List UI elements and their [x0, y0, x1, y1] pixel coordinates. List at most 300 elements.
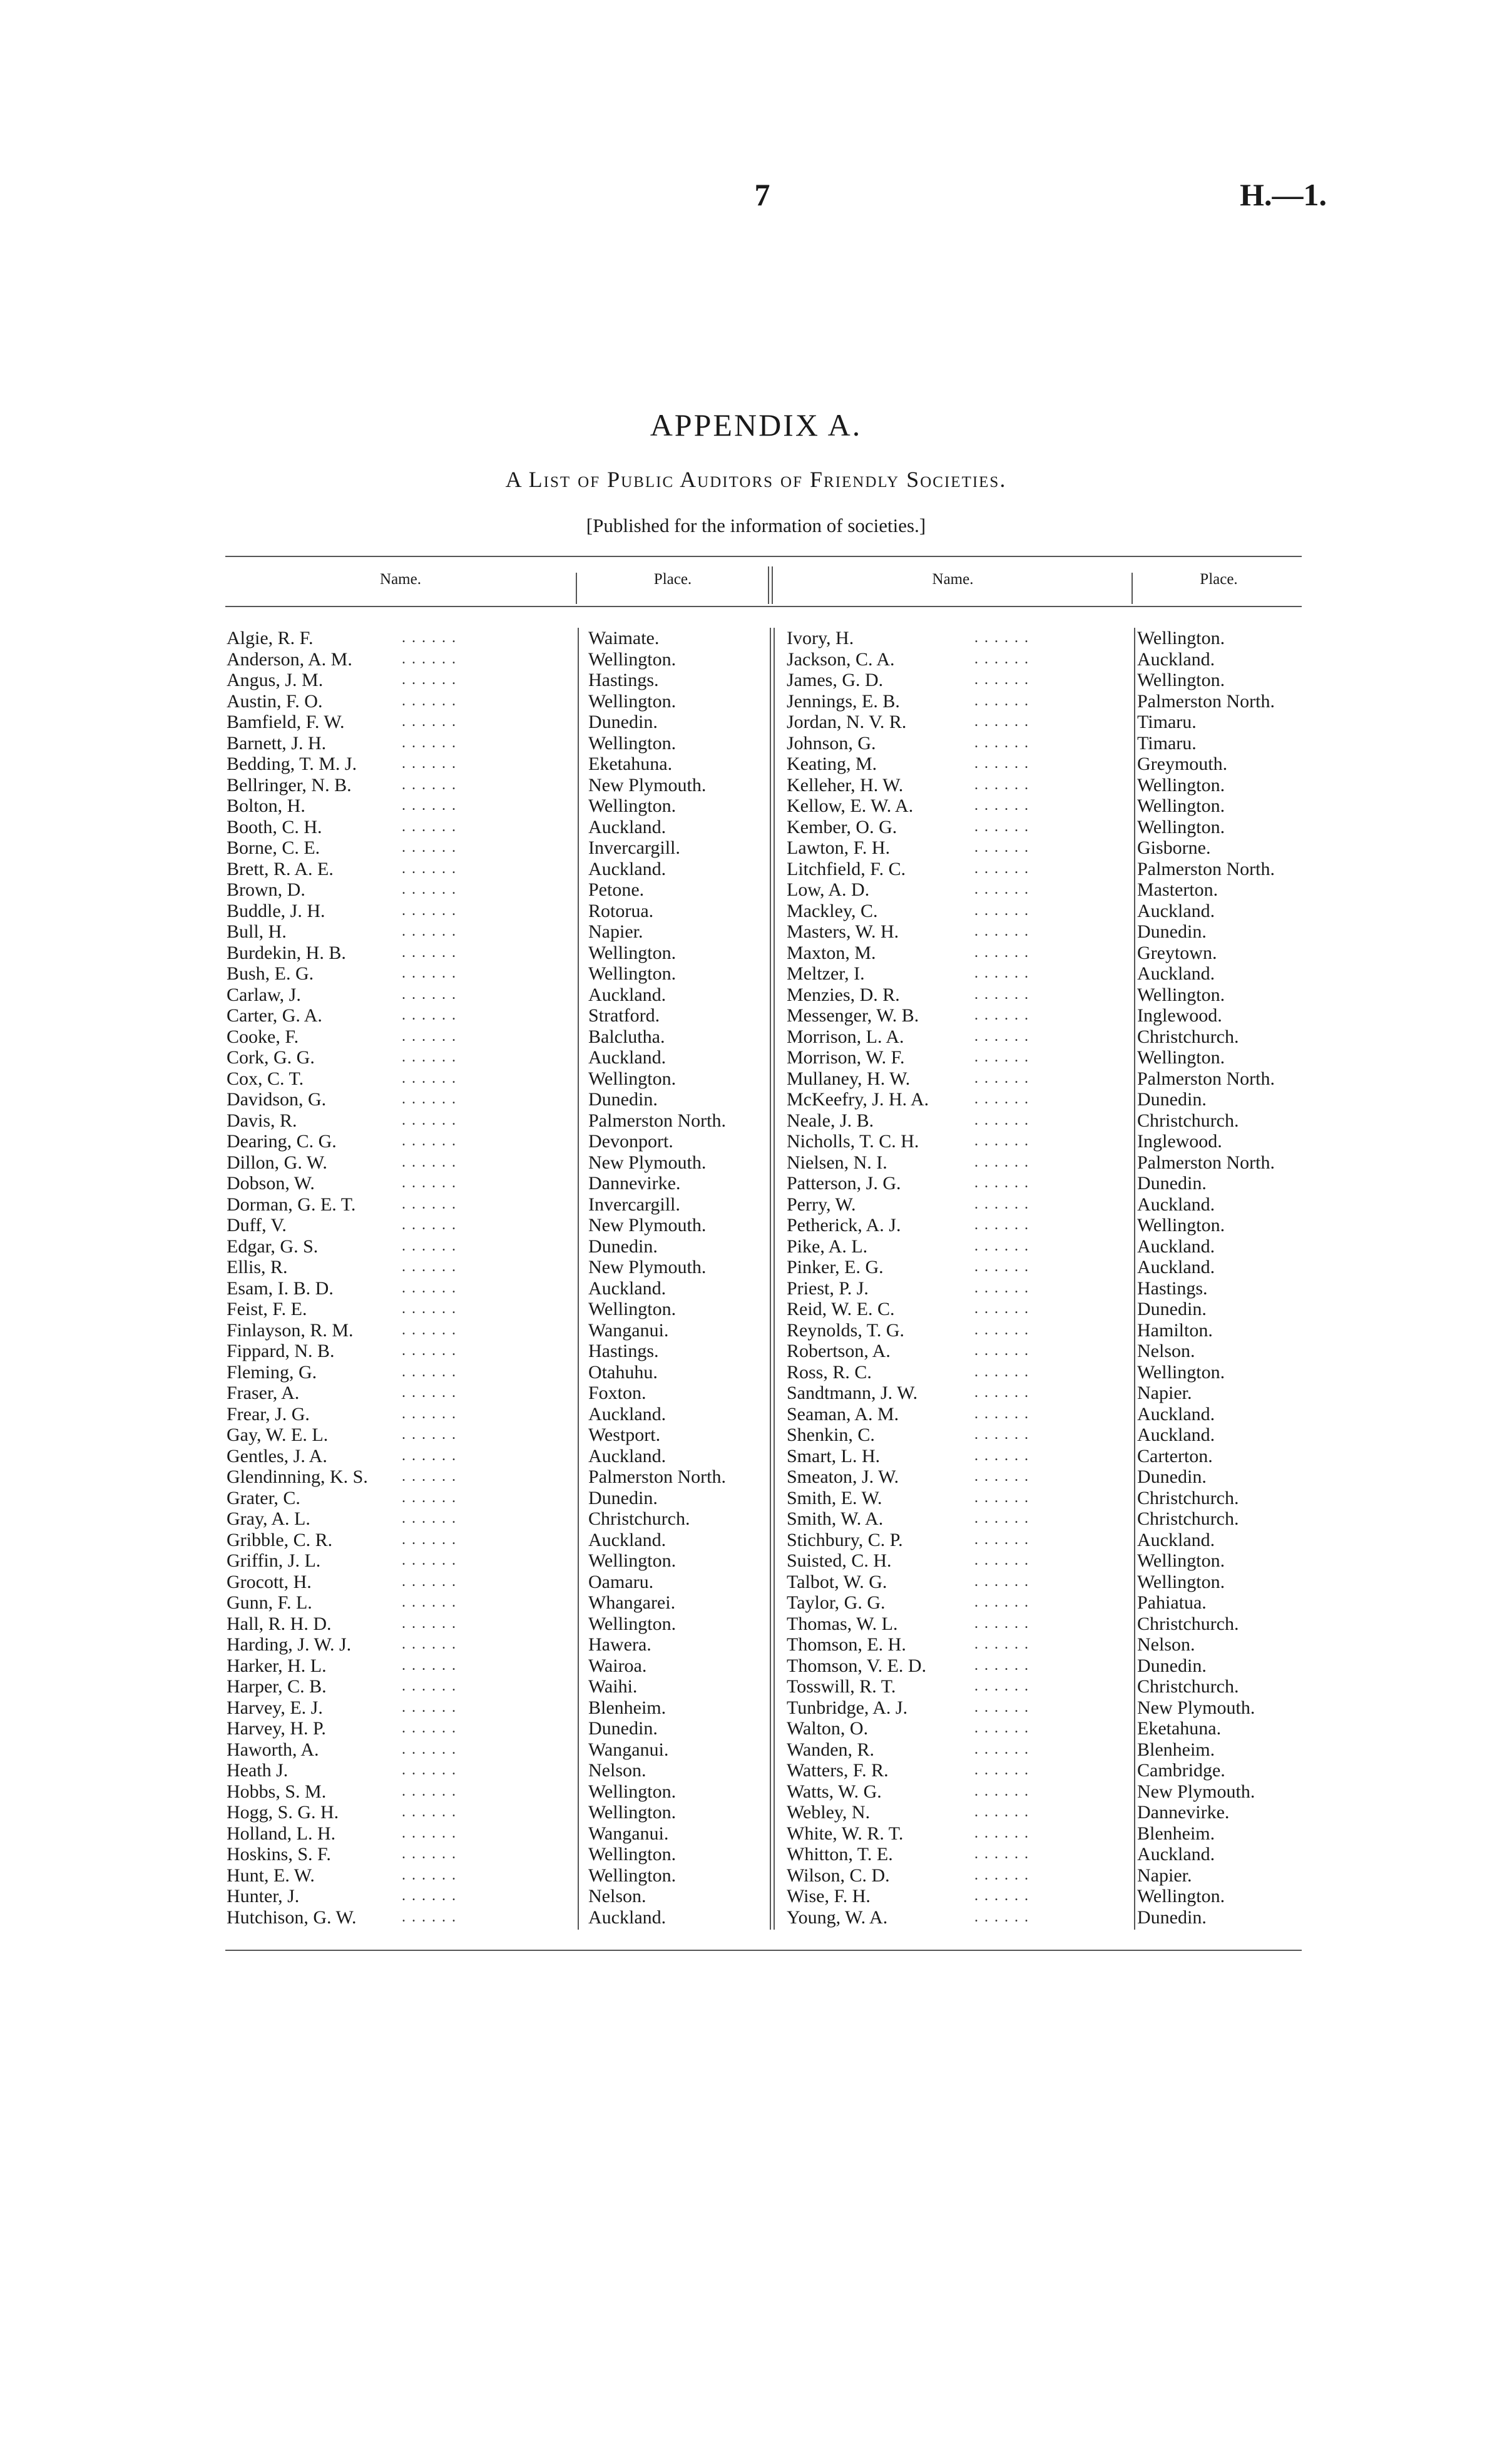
auditor-row	[227, 1592, 771, 1614]
auditor-place: Dannevirke.	[588, 1173, 681, 1194]
leader-dots: . . . . . .	[402, 1573, 457, 1590]
auditor-name: Ross, R. C.	[787, 1361, 872, 1383]
leader-dots: . . . . . .	[974, 1846, 1029, 1862]
leader-dots: . . . . . .	[974, 1573, 1029, 1590]
header-name-left: Name.	[380, 571, 421, 588]
auditor-row	[227, 1760, 771, 1781]
leader-dots: . . . . . .	[974, 1468, 1029, 1485]
auditor-name: Walton, O.	[787, 1718, 869, 1739]
auditor-row	[787, 1215, 1306, 1236]
auditor-row	[787, 1110, 1306, 1132]
auditor-name: Hobbs, S. M.	[227, 1781, 327, 1802]
auditor-row	[227, 1215, 771, 1236]
leader-dots: . . . . . .	[974, 1657, 1029, 1674]
leader-dots: . . . . . .	[974, 630, 1029, 646]
auditor-row	[227, 943, 771, 964]
auditor-place: Nelson.	[588, 1760, 646, 1781]
leader-dots: . . . . . .	[974, 1678, 1029, 1694]
leader-dots: . . . . . .	[974, 692, 1029, 709]
auditor-place: Eketahuna.	[588, 754, 673, 774]
auditor-place: Auckland.	[588, 1906, 667, 1928]
auditor-place: Dunedin.	[1137, 921, 1207, 942]
auditor-row	[227, 1026, 771, 1048]
auditor-place: Dunedin.	[1137, 1655, 1207, 1676]
auditor-row	[227, 1446, 771, 1467]
auditor-place: Devonport.	[588, 1131, 673, 1152]
leader-dots: . . . . . .	[402, 1741, 457, 1758]
auditor-name: Sandtmann, J. W.	[787, 1383, 918, 1403]
auditor-place: Timaru.	[1137, 732, 1197, 754]
auditor-name: Wanden, R.	[787, 1739, 875, 1760]
auditor-name: Priest, P. J.	[787, 1277, 869, 1299]
auditor-place: Wellington.	[588, 942, 677, 963]
leader-dots: . . . . . .	[402, 1678, 457, 1694]
auditor-name: Cork, G. G.	[227, 1047, 315, 1068]
leader-dots: . . . . . .	[402, 1259, 457, 1275]
auditor-row	[787, 837, 1306, 859]
leader-dots: . . . . . .	[402, 839, 457, 856]
auditor-row	[787, 1236, 1306, 1257]
auditor-name: Hall, R. H. D.	[227, 1613, 332, 1634]
auditor-place: Gisborne.	[1137, 837, 1211, 858]
auditor-place: Wellington.	[588, 1865, 677, 1886]
auditor-place: Blenheim.	[1137, 1823, 1215, 1844]
leader-dots: . . . . . .	[402, 1321, 457, 1338]
auditor-row	[227, 1278, 771, 1299]
leader-dots: . . . . . .	[974, 944, 1029, 961]
auditor-name: Angus, J. M.	[227, 670, 324, 690]
auditor-row	[227, 1907, 771, 1928]
leader-dots: . . . . . .	[974, 1405, 1029, 1422]
auditor-row	[227, 1634, 771, 1655]
auditor-row	[787, 775, 1306, 796]
leader-dots: . . . . . .	[402, 1824, 457, 1841]
auditor-name: Masters, W. H.	[787, 921, 899, 942]
auditor-place: New Plymouth.	[588, 774, 707, 796]
auditor-row	[787, 1802, 1306, 1823]
auditor-row	[787, 1404, 1306, 1425]
auditor-place: Wellington.	[1137, 774, 1225, 796]
leader-dots: . . . . . .	[402, 1384, 457, 1401]
auditor-place: Auckland.	[588, 1277, 667, 1299]
auditor-place: Wellington.	[588, 1802, 677, 1823]
auditor-name: Kember, O. G.	[787, 816, 897, 837]
auditor-place: Dunedin.	[1137, 1173, 1207, 1194]
auditor-name: Gribble, C. R.	[227, 1529, 333, 1550]
auditor-place: Dunedin.	[588, 1089, 658, 1110]
auditor-name: Hutchison, G. W.	[227, 1906, 357, 1928]
auditor-name: Gray, A. L.	[227, 1508, 310, 1529]
auditor-name: Brett, R. A. E.	[227, 858, 334, 879]
auditor-row	[227, 691, 771, 712]
leader-dots: . . . . . .	[402, 881, 457, 898]
auditor-name: Hunt, E. W.	[227, 1865, 315, 1886]
auditor-row	[787, 1131, 1306, 1152]
auditor-name: Smart, L. H.	[787, 1445, 881, 1466]
page-number: 7	[754, 177, 770, 212]
auditor-row	[227, 1508, 771, 1530]
auditor-place: Wellington.	[588, 732, 677, 754]
leader-dots: . . . . . .	[402, 1636, 457, 1652]
auditor-row	[787, 1718, 1306, 1739]
auditor-name: McKeefry, J. H. A.	[787, 1089, 929, 1110]
leader-dots: . . . . . .	[402, 1468, 457, 1485]
auditor-name: Keating, M.	[787, 754, 877, 774]
leader-dots: . . . . . .	[974, 1552, 1029, 1568]
leader-dots: . . . . . .	[402, 1028, 457, 1045]
auditor-place: New Plymouth.	[588, 1257, 707, 1277]
leader-dots: . . . . . .	[974, 1783, 1029, 1799]
auditor-place: Hastings.	[1137, 1277, 1208, 1299]
auditor-name: Watters, F. R.	[787, 1760, 889, 1781]
auditor-place: Wellington.	[1137, 984, 1225, 1005]
leader-dots: . . . . . .	[974, 1908, 1029, 1925]
leader-dots: . . . . . .	[974, 714, 1029, 730]
auditor-row	[227, 754, 771, 775]
auditor-name: Thomson, V. E. D.	[787, 1655, 927, 1676]
auditor-row	[787, 1592, 1306, 1614]
leader-dots: . . . . . .	[974, 1133, 1029, 1149]
auditor-name: Griffin, J. L.	[227, 1550, 321, 1571]
auditor-row	[787, 1152, 1306, 1174]
auditor-name: Harvey, E. J.	[227, 1697, 323, 1718]
auditor-name: Grocott, H.	[227, 1571, 312, 1592]
auditor-name: Robertson, A.	[787, 1341, 891, 1361]
leader-dots: . . . . . .	[974, 776, 1029, 793]
auditor-name: Borne, C. E.	[227, 837, 320, 858]
auditor-place: Wellington.	[588, 796, 677, 816]
leader-dots: . . . . . .	[402, 797, 457, 814]
auditor-name: Dobson, W.	[227, 1173, 315, 1194]
auditor-name: Taylor, G. G.	[787, 1592, 886, 1613]
auditor-place: Palmerston North.	[1137, 690, 1275, 712]
auditor-place: Auckland.	[1137, 1194, 1215, 1215]
auditor-name: Anderson, A. M.	[227, 648, 352, 670]
auditor-name: Petherick, A. J.	[787, 1215, 901, 1236]
leader-dots: . . . . . .	[402, 1133, 457, 1149]
leader-dots: . . . . . .	[974, 1217, 1029, 1233]
auditor-row	[787, 1530, 1306, 1551]
leader-dots: . . . . . .	[402, 734, 457, 751]
auditor-row	[227, 1697, 771, 1719]
auditor-place: Waimate.	[588, 628, 660, 648]
leader-dots: . . . . . .	[402, 1070, 457, 1087]
auditor-place: Dunedin.	[588, 1236, 658, 1257]
auditor-place: Christchurch.	[1137, 1508, 1239, 1529]
auditor-place: Palmerston North.	[1137, 1068, 1275, 1089]
leader-dots: . . . . . .	[974, 1091, 1029, 1107]
auditor-name: Meltzer, I.	[787, 963, 865, 984]
auditor-name: Barnett, J. H.	[227, 732, 327, 754]
auditor-name: Talbot, W. G.	[787, 1571, 887, 1592]
auditor-row	[227, 1655, 771, 1677]
auditor-name: Carlaw, J.	[227, 984, 301, 1005]
auditor-name: Messenger, W. B.	[787, 1005, 919, 1026]
leader-dots: . . . . . .	[974, 1824, 1029, 1841]
auditor-row	[227, 1781, 771, 1803]
auditor-row	[787, 1676, 1306, 1697]
leader-dots: . . . . . .	[402, 1279, 457, 1296]
auditor-place: Wellington.	[588, 1299, 677, 1319]
leader-dots: . . . . . .	[402, 1343, 457, 1359]
leader-dots: . . . . . .	[402, 1783, 457, 1799]
auditor-name: Low, A. D.	[787, 879, 870, 900]
leader-dots: . . . . . .	[974, 755, 1029, 772]
auditor-row	[227, 1550, 771, 1572]
leader-dots: . . . . . .	[974, 1259, 1029, 1275]
auditor-name: Harker, H. L.	[227, 1655, 327, 1676]
auditor-place: Waihi.	[588, 1676, 638, 1697]
leader-dots: . . . . . .	[974, 1301, 1029, 1317]
auditor-row	[787, 963, 1306, 985]
auditor-name: Nicholls, T. C. H.	[787, 1131, 919, 1152]
leader-dots: . . . . . .	[402, 1531, 457, 1548]
auditor-name: Glendinning, K. S.	[227, 1466, 368, 1487]
auditor-place: Wellington.	[588, 1550, 677, 1571]
auditor-row	[787, 1697, 1306, 1719]
auditor-name: Brown, D.	[227, 879, 305, 900]
auditor-row	[787, 1508, 1306, 1530]
auditor-name: Whitton, T. E.	[787, 1844, 893, 1865]
leader-dots: . . . . . .	[402, 1301, 457, 1317]
auditor-place: Dunedin.	[588, 1718, 658, 1739]
leader-dots: . . . . . .	[974, 672, 1029, 688]
auditor-place: Whangarei.	[588, 1592, 676, 1613]
leader-dots: . . . . . .	[402, 1112, 457, 1128]
leader-dots: . . . . . .	[402, 818, 457, 835]
auditor-place: Palmerston North.	[588, 1466, 726, 1487]
auditor-row	[227, 649, 771, 670]
auditor-row	[227, 837, 771, 859]
auditor-name: Bolton, H.	[227, 796, 305, 816]
auditor-place: Christchurch.	[1137, 1487, 1239, 1508]
auditor-place: Eketahuna.	[1137, 1718, 1222, 1739]
auditor-row	[227, 1676, 771, 1697]
auditor-place: Auckland.	[588, 858, 667, 879]
auditor-place: Auckland.	[588, 1403, 667, 1425]
leader-dots: . . . . . .	[974, 1175, 1029, 1191]
auditor-row	[227, 670, 771, 691]
auditor-row	[787, 859, 1306, 880]
auditor-name: Mullaney, H. W.	[787, 1068, 911, 1089]
auditor-name: Gentles, J. A.	[227, 1445, 327, 1466]
auditor-row	[787, 733, 1306, 754]
auditor-place: New Plymouth.	[588, 1152, 707, 1173]
auditor-place: Timaru.	[1137, 712, 1197, 732]
auditor-name: Johnson, G.	[787, 732, 876, 754]
auditor-row	[787, 901, 1306, 922]
auditor-place: Oamaru.	[588, 1571, 654, 1592]
leader-dots: . . . . . .	[974, 923, 1029, 939]
auditor-row	[227, 1089, 771, 1110]
auditor-place: Petone.	[588, 879, 645, 900]
auditor-row	[227, 1865, 771, 1886]
leader-dots: . . . . . .	[402, 1846, 457, 1862]
auditor-row	[227, 1823, 771, 1845]
auditor-place: Auckland.	[588, 816, 667, 837]
auditor-place: Dunedin.	[1137, 1089, 1207, 1110]
auditor-name: Litchfield, F. C.	[787, 858, 906, 879]
header-divider-2	[768, 566, 769, 604]
auditor-row	[227, 1844, 771, 1865]
leader-dots: . . . . . .	[402, 714, 457, 730]
auditor-name: Heath J.	[227, 1760, 289, 1781]
auditor-place: Inglewood.	[1137, 1005, 1222, 1026]
auditor-place: Dannevirke.	[1137, 1802, 1230, 1823]
auditor-place: Nelson.	[1137, 1634, 1195, 1655]
auditor-row	[227, 1383, 771, 1404]
auditor-row	[787, 1278, 1306, 1299]
auditor-name: Harding, J. W. J.	[227, 1634, 352, 1655]
auditor-name: Holland, L. H.	[227, 1823, 336, 1844]
auditor-place: Masterton.	[1137, 879, 1218, 900]
auditor-name: Bedding, T. M. J.	[227, 754, 357, 774]
header-divider-2b	[772, 566, 773, 604]
auditor-name: Pinker, E. G.	[787, 1257, 884, 1277]
auditor-place: Wellington.	[588, 1844, 677, 1865]
list-subtitle: A List of Public Auditors of Friendly Societies.	[505, 467, 1007, 492]
auditor-row	[227, 1572, 771, 1593]
auditor-place: Christchurch.	[1137, 1110, 1239, 1131]
auditor-row	[787, 921, 1306, 943]
auditor-place: Auckland.	[1137, 1403, 1215, 1425]
auditor-place: Wellington.	[1137, 816, 1225, 837]
leader-dots: . . . . . .	[402, 1154, 457, 1170]
auditor-row	[787, 1760, 1306, 1781]
auditor-place: Dunedin.	[1137, 1466, 1207, 1487]
auditor-place: Wellington.	[1137, 670, 1225, 690]
auditor-place: Hastings.	[588, 670, 659, 690]
leader-dots: . . . . . .	[402, 692, 457, 709]
auditor-place: Christchurch.	[1137, 1613, 1239, 1634]
leader-dots: . . . . . .	[402, 1720, 457, 1736]
auditor-place: Wairoa.	[588, 1655, 647, 1676]
auditor-row	[787, 1026, 1306, 1048]
leader-dots: . . . . . .	[974, 797, 1029, 814]
auditor-place: Blenheim.	[588, 1697, 667, 1718]
auditor-row	[227, 1362, 771, 1383]
auditor-row	[787, 1844, 1306, 1865]
auditor-name: Austin, F. O.	[227, 690, 323, 712]
auditor-name: Burdekin, H. B.	[227, 942, 346, 963]
table-bottom-rule	[225, 1950, 1302, 1951]
publication-note: [Published for the information of societies.]	[586, 514, 926, 536]
auditor-place: Wellington.	[1137, 1215, 1225, 1236]
auditor-place: Christchurch.	[1137, 1026, 1239, 1047]
auditor-name: Jordan, N. V. R.	[787, 712, 907, 732]
auditor-row	[787, 1047, 1306, 1068]
leader-dots: . . . . . .	[974, 1195, 1029, 1212]
auditor-name: Duff, V.	[227, 1215, 287, 1236]
auditor-place: Wellington.	[1137, 1886, 1225, 1906]
leader-dots: . . . . . .	[402, 986, 457, 1003]
auditor-name: Cooke, F.	[227, 1026, 299, 1047]
auditor-name: Reynolds, T. G.	[787, 1319, 905, 1341]
leader-dots: . . . . . .	[402, 1091, 457, 1107]
auditor-name: Feist, F. E.	[227, 1299, 307, 1319]
auditor-name: Bellringer, N. B.	[227, 774, 352, 796]
leader-dots: . . . . . .	[974, 1804, 1029, 1820]
leader-dots: . . . . . .	[974, 1741, 1029, 1758]
auditor-row	[227, 963, 771, 985]
leader-dots: . . . . . .	[974, 1489, 1029, 1506]
auditor-place: Auckland.	[588, 1529, 667, 1550]
auditor-name: Webley, N.	[787, 1802, 871, 1823]
auditor-row	[787, 1488, 1306, 1509]
auditor-name: Grater, C.	[227, 1487, 300, 1508]
auditor-row	[227, 859, 771, 880]
auditor-place: Wellington.	[1137, 1047, 1225, 1068]
auditor-name: Kelleher, H. W.	[787, 774, 904, 796]
leader-dots: . . . . . .	[974, 1384, 1029, 1401]
auditor-place: Auckland.	[588, 1047, 667, 1068]
auditor-name: Cox, C. T.	[227, 1068, 304, 1089]
auditor-place: Dunedin.	[588, 1487, 658, 1508]
leader-dots: . . . . . .	[974, 986, 1029, 1003]
auditor-name: Edgar, G. S.	[227, 1236, 319, 1257]
auditor-place: Greytown.	[1137, 942, 1217, 963]
auditor-place: Wanganui.	[588, 1739, 669, 1760]
auditor-place: Auckland.	[1137, 963, 1215, 984]
auditor-name: Harvey, H. P.	[227, 1718, 326, 1739]
leader-dots: . . . . . .	[974, 1070, 1029, 1087]
leader-dots: . . . . . .	[974, 1888, 1029, 1904]
leader-dots: . . . . . .	[402, 1866, 457, 1883]
leader-dots: . . . . . .	[402, 1804, 457, 1820]
auditor-place: Greymouth.	[1137, 754, 1228, 774]
auditor-place: Wellington.	[588, 1613, 677, 1634]
auditor-row	[787, 1446, 1306, 1467]
leader-dots: . . . . . .	[974, 1049, 1029, 1065]
leader-dots: . . . . . .	[402, 1175, 457, 1191]
auditor-row	[227, 985, 771, 1006]
leader-dots: . . . . . .	[402, 965, 457, 981]
auditor-name: Algie, R. F.	[227, 628, 314, 648]
auditor-name: Gay, W. E. L.	[227, 1425, 329, 1445]
leader-dots: . . . . . .	[974, 1510, 1029, 1527]
auditor-row	[787, 1739, 1306, 1761]
auditor-place: Auckland.	[1137, 1236, 1215, 1257]
auditor-name: Jackson, C. A.	[787, 648, 895, 670]
header-place-right: Place.	[1200, 571, 1238, 588]
auditor-name: Bush, E. G.	[227, 963, 314, 984]
leader-dots: . . . . . .	[974, 1762, 1029, 1778]
leader-dots: . . . . . .	[402, 672, 457, 688]
auditor-name: Frear, J. G.	[227, 1403, 310, 1425]
auditor-name: Fippard, N. B.	[227, 1341, 335, 1361]
auditor-name: Bamfield, F. W.	[227, 712, 345, 732]
auditor-row	[227, 1425, 771, 1446]
auditor-name: Davidson, G.	[227, 1089, 327, 1110]
auditor-row	[787, 754, 1306, 775]
leader-dots: . . . . . .	[974, 1279, 1029, 1296]
auditor-row	[227, 1802, 771, 1823]
auditor-row	[227, 1530, 771, 1551]
auditor-place: Invercargill.	[588, 837, 680, 858]
leader-dots: . . . . . .	[974, 1154, 1029, 1170]
right-auditor-list	[787, 628, 1306, 1928]
auditor-place: Wellington.	[588, 690, 677, 712]
leader-dots: . . . . . .	[402, 1049, 457, 1065]
auditor-name: Ellis, R.	[227, 1257, 288, 1277]
auditor-place: New Plymouth.	[1137, 1697, 1255, 1718]
auditor-place: Inglewood.	[1137, 1131, 1222, 1152]
leader-dots: . . . . . .	[974, 1636, 1029, 1652]
auditor-name: Smeaton, J. W.	[787, 1466, 899, 1487]
leader-dots: . . . . . .	[402, 1657, 457, 1674]
auditor-name: Carter, G. A.	[227, 1005, 322, 1026]
auditor-row	[787, 1068, 1306, 1090]
